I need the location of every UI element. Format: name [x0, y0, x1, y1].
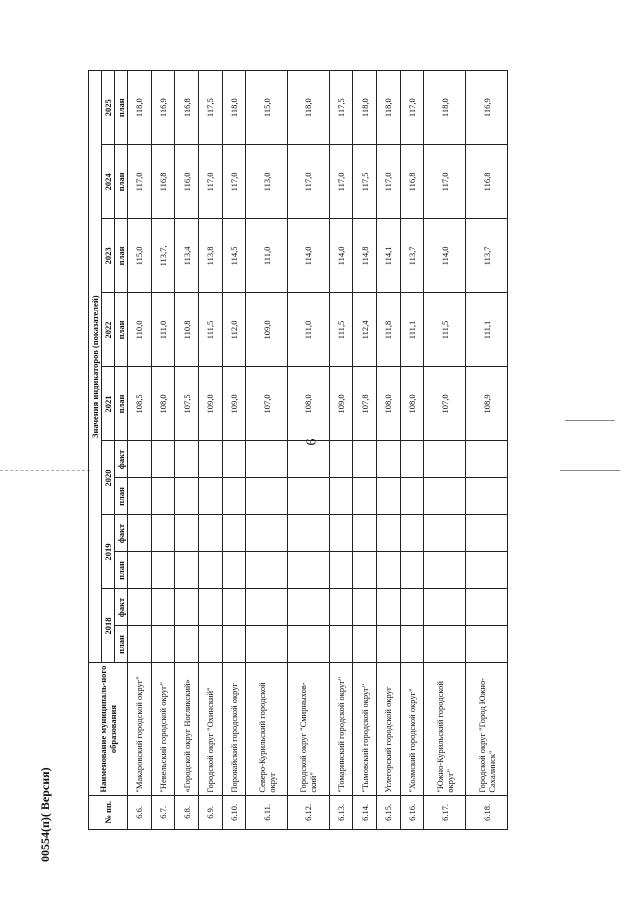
empty-cell [287, 626, 329, 663]
empty-cell [424, 515, 466, 552]
plan-header: план [115, 71, 128, 145]
empty-cell [128, 589, 152, 626]
empty-cell [222, 441, 246, 478]
empty-cell [424, 552, 466, 589]
indicator-value: 114,5 [222, 219, 246, 293]
indicator-value: 110,8 [175, 293, 199, 367]
municipality-name: Городской округ "Охинский" [198, 663, 222, 795]
indicator-value: 116,9 [151, 71, 175, 145]
page-number: 9 [302, 438, 318, 446]
empty-cell [151, 589, 175, 626]
empty-cell [246, 589, 288, 626]
empty-cell [175, 515, 199, 552]
municipality-name: "Томаринский городской округ" [329, 663, 353, 795]
indicator-value: 117,0 [400, 71, 424, 145]
indicator-value: 111,0 [246, 219, 288, 293]
empty-cell [329, 478, 353, 515]
empty-cell [246, 441, 288, 478]
empty-cell [198, 552, 222, 589]
empty-cell [329, 441, 353, 478]
row-number: 6.9. [198, 795, 222, 829]
municipality-name: «Городской округ Ногликский» [175, 663, 199, 795]
rotated-table-container [88, 70, 508, 830]
row-number: 6.14. [353, 795, 377, 829]
empty-cell [222, 626, 246, 663]
indicator-value: 111,5 [198, 293, 222, 367]
indicator-value: 118,0 [222, 71, 246, 145]
table-row [377, 71, 401, 830]
plan-header: план [115, 219, 128, 293]
empty-cell [377, 589, 401, 626]
indicator-value: 116,8 [400, 145, 424, 219]
table-row [353, 71, 377, 830]
empty-cell [151, 441, 175, 478]
row-number: 6.16. [400, 795, 424, 829]
indicator-value: 117,0 [377, 145, 401, 219]
column-header-number: № пп. [89, 795, 128, 829]
indicator-value: 109,0 [222, 367, 246, 441]
plan-header: план [115, 552, 128, 589]
empty-cell [400, 478, 424, 515]
indicator-value: 117,0 [222, 145, 246, 219]
indicator-value: 111,8 [377, 293, 401, 367]
empty-cell [353, 589, 377, 626]
empty-cell [128, 515, 152, 552]
municipality-name: Северо-Курильский городской округ [246, 663, 288, 795]
table-body [128, 71, 508, 830]
empty-cell [353, 552, 377, 589]
municipality-name: Городской округ "Город Южно-Сахалинск" [466, 663, 508, 795]
indicator-value: 114,0 [287, 219, 329, 293]
empty-cell [198, 441, 222, 478]
year-header: 2021 [102, 367, 115, 441]
table-row [175, 71, 199, 830]
empty-cell [377, 626, 401, 663]
year-header: 2024 [102, 145, 115, 219]
empty-cell [353, 626, 377, 663]
empty-cell [222, 589, 246, 626]
indicator-value: 116,0 [175, 145, 199, 219]
empty-cell [151, 515, 175, 552]
indicator-value: 117,0 [128, 145, 152, 219]
indicator-value: 107,0 [424, 367, 466, 441]
empty-cell [353, 478, 377, 515]
document-footer: 00554(п)( Версия) [38, 767, 52, 862]
indicator-value: 109,0 [329, 367, 353, 441]
indicator-value: 107,8 [353, 367, 377, 441]
plan-header: план [115, 293, 128, 367]
indicator-value: 117,0 [287, 145, 329, 219]
row-number: 6.8. [175, 795, 199, 829]
indicator-value: 108,0 [377, 367, 401, 441]
municipality-name: "Южно-Курильский городской округ" [424, 663, 466, 795]
empty-cell [329, 552, 353, 589]
indicator-value: 113,4 [175, 219, 199, 293]
empty-cell [151, 552, 175, 589]
fact-header: факт [115, 589, 128, 626]
table-row [424, 71, 466, 830]
indicator-value: 117,5 [353, 145, 377, 219]
municipality-name: "Холмский городской округ" [400, 663, 424, 795]
empty-cell [198, 589, 222, 626]
empty-cell [466, 589, 508, 626]
empty-cell [424, 441, 466, 478]
empty-cell [222, 478, 246, 515]
row-number: 6.6. [128, 795, 152, 829]
indicator-value: 112,4 [353, 293, 377, 367]
empty-cell [329, 626, 353, 663]
empty-cell [128, 441, 152, 478]
empty-cell [329, 515, 353, 552]
table-row [329, 71, 353, 830]
indicator-value: 109,0 [198, 367, 222, 441]
plan-header: план [115, 626, 128, 663]
empty-cell [175, 552, 199, 589]
empty-cell [246, 626, 288, 663]
empty-cell [287, 515, 329, 552]
indicator-value: 108,0 [400, 367, 424, 441]
year-header: 2023 [102, 219, 115, 293]
row-number: 6.7. [151, 795, 175, 829]
indicator-value: 114,0 [424, 219, 466, 293]
empty-cell [222, 552, 246, 589]
indicator-value: 111,5 [329, 293, 353, 367]
indicator-value: 113,7, [151, 219, 175, 293]
indicator-value: 108,5 [128, 367, 152, 441]
indicator-value: 114,8 [353, 219, 377, 293]
municipality-name: "Невельский городской округ" [151, 663, 175, 795]
indicator-value: 116,8 [466, 145, 508, 219]
fact-header: факт [115, 441, 128, 478]
table-row [466, 71, 508, 830]
scan-artifact-line [0, 470, 90, 471]
empty-cell [198, 515, 222, 552]
indicator-value: 109,0 [246, 293, 288, 367]
empty-cell [175, 589, 199, 626]
indicator-value: 113,8 [198, 219, 222, 293]
column-header-name: Наименование муниципаль-ного образования [89, 663, 128, 795]
empty-cell [198, 626, 222, 663]
year-header: 2019 [102, 515, 115, 589]
indicator-value: 118,0 [424, 71, 466, 145]
table-row [151, 71, 175, 830]
empty-cell [353, 515, 377, 552]
empty-cell [353, 441, 377, 478]
municipality-name: "Макаровский городской округ" [128, 663, 152, 795]
indicator-value: 113,7 [466, 219, 508, 293]
table-row [222, 71, 246, 830]
empty-cell [424, 626, 466, 663]
indicator-table [88, 70, 508, 830]
empty-cell [400, 515, 424, 552]
plan-header: план [115, 145, 128, 219]
empty-cell [466, 552, 508, 589]
indicator-value: 118,0 [128, 71, 152, 145]
empty-cell [128, 626, 152, 663]
empty-cell [466, 626, 508, 663]
municipality-name: Поронайский городской округ [222, 663, 246, 795]
empty-cell [222, 515, 246, 552]
indicator-value: 108,0 [287, 367, 329, 441]
row-number: 6.17. [424, 795, 466, 829]
indicator-value: 116,8 [175, 71, 199, 145]
empty-cell [377, 441, 401, 478]
empty-cell [175, 626, 199, 663]
indicator-value: 111,1 [400, 293, 424, 367]
indicator-value: 107,5 [175, 367, 199, 441]
indicator-value: 112,0 [222, 293, 246, 367]
plan-header: план [115, 367, 128, 441]
scan-artifact-line [565, 420, 615, 421]
empty-cell [377, 552, 401, 589]
municipality-name: Углегорский городской округ [377, 663, 401, 795]
empty-cell [175, 441, 199, 478]
indicator-value: 117,5 [198, 71, 222, 145]
empty-cell [377, 515, 401, 552]
table-row [287, 71, 329, 830]
empty-cell [128, 478, 152, 515]
empty-cell [466, 441, 508, 478]
indicator-value: 116,9 [466, 71, 508, 145]
municipality-name: Городской округ "Смирныхов-ский" [287, 663, 329, 795]
row-number: 6.15. [377, 795, 401, 829]
empty-cell [400, 626, 424, 663]
indicator-value: 108,9 [466, 367, 508, 441]
indicator-value: 111,5 [424, 293, 466, 367]
year-header: 2020 [102, 441, 115, 515]
empty-cell [400, 552, 424, 589]
scan-artifact-line [560, 470, 620, 471]
group-header: Значения индикаторов (показателей) [89, 71, 102, 663]
municipality-name: "Тымовский городской округ" [353, 663, 377, 795]
indicator-value: 115,0 [128, 219, 152, 293]
row-number: 6.12. [287, 795, 329, 829]
empty-cell [246, 515, 288, 552]
empty-cell [128, 552, 152, 589]
empty-cell [246, 552, 288, 589]
empty-cell [287, 589, 329, 626]
empty-cell [400, 441, 424, 478]
empty-cell [329, 589, 353, 626]
year-header: 2022 [102, 293, 115, 367]
indicator-value: 110,0 [128, 293, 152, 367]
empty-cell [424, 478, 466, 515]
indicator-value: 115,0 [246, 71, 288, 145]
indicator-value: 113,7 [400, 219, 424, 293]
empty-cell [466, 478, 508, 515]
empty-cell [424, 589, 466, 626]
indicator-value: 111,0 [287, 293, 329, 367]
table-row [246, 71, 288, 830]
empty-cell [198, 478, 222, 515]
table-row [128, 71, 152, 830]
empty-cell [377, 478, 401, 515]
indicator-value: 117,0 [198, 145, 222, 219]
empty-cell [287, 478, 329, 515]
row-number: 6.11. [246, 795, 288, 829]
row-number: 6.18. [466, 795, 508, 829]
empty-cell [287, 438, 329, 478]
indicator-value: 113,0 [246, 145, 288, 219]
fact-header: факт [115, 515, 128, 552]
indicator-value: 117,5 [329, 71, 353, 145]
empty-cell [400, 589, 424, 626]
empty-cell [287, 552, 329, 589]
indicator-value: 111,0 [151, 293, 175, 367]
year-header: 2025 [102, 71, 115, 145]
empty-cell [175, 478, 199, 515]
indicator-value: 114,1 [377, 219, 401, 293]
indicator-value: 118,0 [287, 71, 329, 145]
indicator-value: 116,8 [151, 145, 175, 219]
plan-header: план [115, 478, 128, 515]
row-number: 6.13. [329, 795, 353, 829]
indicator-value: 111,1 [466, 293, 508, 367]
empty-cell [466, 515, 508, 552]
indicator-value: 108,0 [151, 367, 175, 441]
indicator-value: 107,0 [246, 367, 288, 441]
table-row [198, 71, 222, 830]
indicator-value: 114,0 [329, 219, 353, 293]
indicator-value: 118,0 [377, 71, 401, 145]
indicator-value: 117,0 [329, 145, 353, 219]
empty-cell [246, 478, 288, 515]
indicator-value: 117,0 [424, 145, 466, 219]
indicator-value: 118,0 [353, 71, 377, 145]
empty-cell [151, 626, 175, 663]
row-number: 6.10. [222, 795, 246, 829]
empty-cell [151, 478, 175, 515]
table-row [400, 71, 424, 830]
year-header: 2018 [102, 589, 115, 663]
